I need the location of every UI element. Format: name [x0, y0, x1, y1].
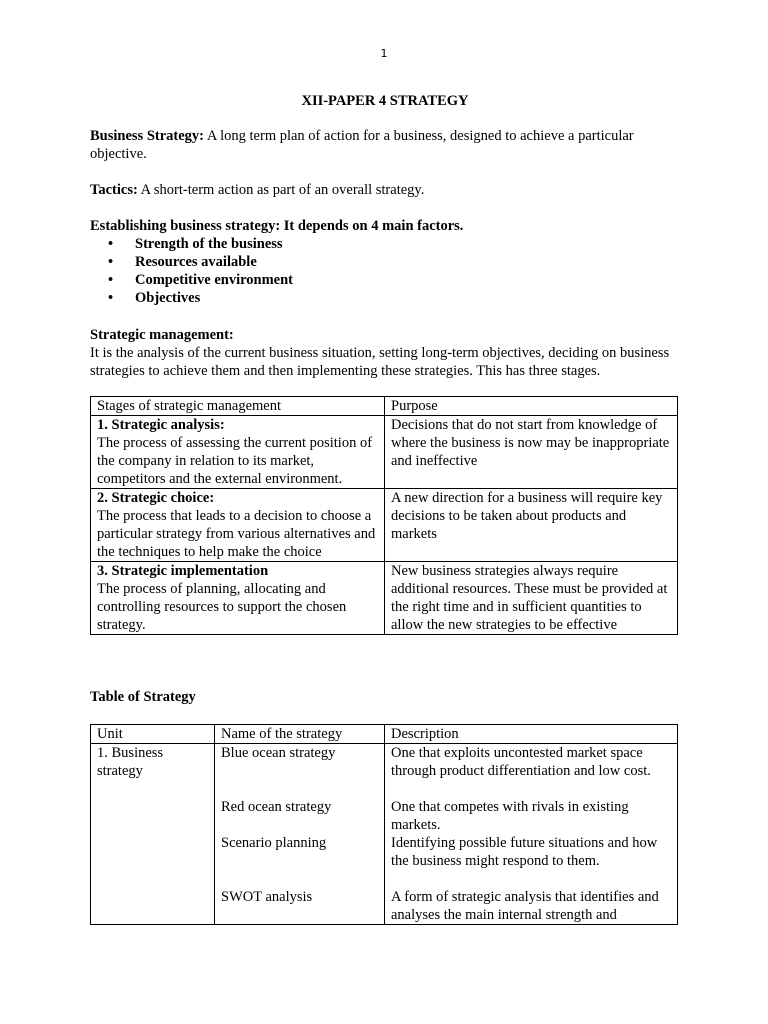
table-row [91, 416, 678, 489]
list-item: • Objectives [135, 289, 680, 307]
table-header-row [91, 397, 678, 416]
business-strategy-definition [90, 127, 680, 163]
stage-cell [91, 416, 385, 489]
purpose-cell: New business strategies always require additional resources. These must be provided at the right time and in sufficient quantities to allow the new strategies to be effective [385, 562, 678, 635]
stage-title: 1. Strategic analysis: [97, 417, 225, 433]
table-header-row [91, 725, 678, 744]
purpose-cell: Decisions that do not start from knowledge of where the business is now may be inappropriate and ineffective [385, 416, 678, 489]
stage-description: The process of assessing the current position of the company in relation to its market, competitors and the external environment. [97, 435, 373, 487]
table-header-cell: Stages of strategic management [91, 397, 385, 416]
stage-cell [91, 562, 385, 635]
strategy-descriptions-cell [385, 744, 678, 925]
strategy-description: One that exploits uncontested market space through product differentiation and low cost. [391, 745, 651, 779]
stage-cell [91, 489, 385, 562]
strategy-description: A form of strategic analysis that identifies and analyses the main internal strength and [391, 889, 659, 923]
strategy-names-cell [215, 744, 385, 925]
tactics-definition [90, 181, 680, 199]
unit-cell: 1. Business strategy [91, 744, 215, 925]
strategy-name: Blue ocean strategy [221, 745, 336, 761]
business-strategy-term: Business Strategy: [90, 128, 204, 144]
stages-table [90, 396, 678, 635]
strategy-description: One that competes with rivals in existing markets. [391, 799, 629, 833]
stage-description: The process of planning, allocating and controlling resources to support the chosen strategy. [97, 581, 347, 633]
strategy-name: SWOT analysis [221, 889, 313, 905]
table-header-cell: Unit [91, 725, 215, 744]
table-header-cell: Description [385, 725, 678, 744]
list-item: • Resources available [135, 253, 680, 271]
business-strategy-text: A long term plan of action for a business, designed to achieve a particular objective. [90, 128, 634, 162]
tactics-text: A short-term action as part of an overall strategy. [137, 182, 425, 198]
strategy-name: Red ocean strategy [221, 799, 332, 815]
list-item: • Competitive environment [135, 271, 680, 289]
strategy-description: Identifying possible future situations and how the business might respond to them. [391, 835, 658, 869]
strategic-management-heading: Strategic management: [90, 327, 234, 343]
table-header-cell: Name of the strategy [215, 725, 385, 744]
strategy-table [90, 724, 678, 925]
stage-description: The process that leads to a decision to choose a particular strategy from various alternatives and the techniques to help make the choice [97, 508, 376, 560]
purpose-cell: A new direction for a business will require key decisions to be taken about products and markets [385, 489, 678, 562]
stage-title: 3. Strategic implementation [97, 563, 269, 579]
strategic-management-text: It is the analysis of the current business situation, setting long-term objectives, deciding on business strategies to achieve them and then implementing these strategies. This has three stages. [90, 345, 670, 379]
page-title: XII-PAPER 4 STRATEGY [301, 93, 469, 109]
factors-list [90, 235, 680, 307]
strategy-name: Scenario planning [221, 835, 327, 851]
tactics-term: Tactics: [90, 182, 138, 198]
establishing-heading: Establishing business strategy: It depends on 4 main factors. [90, 218, 464, 234]
strategy-table-heading: Table of Strategy [90, 689, 196, 705]
document-body [90, 92, 680, 925]
page-number: 1 [380, 47, 388, 60]
table-row [91, 489, 678, 562]
table-header-cell: Purpose [385, 397, 678, 416]
table-row [91, 562, 678, 635]
table-row [91, 744, 678, 925]
list-item: • Strength of the business [135, 235, 680, 253]
stage-title: 2. Strategic choice: [97, 490, 215, 506]
